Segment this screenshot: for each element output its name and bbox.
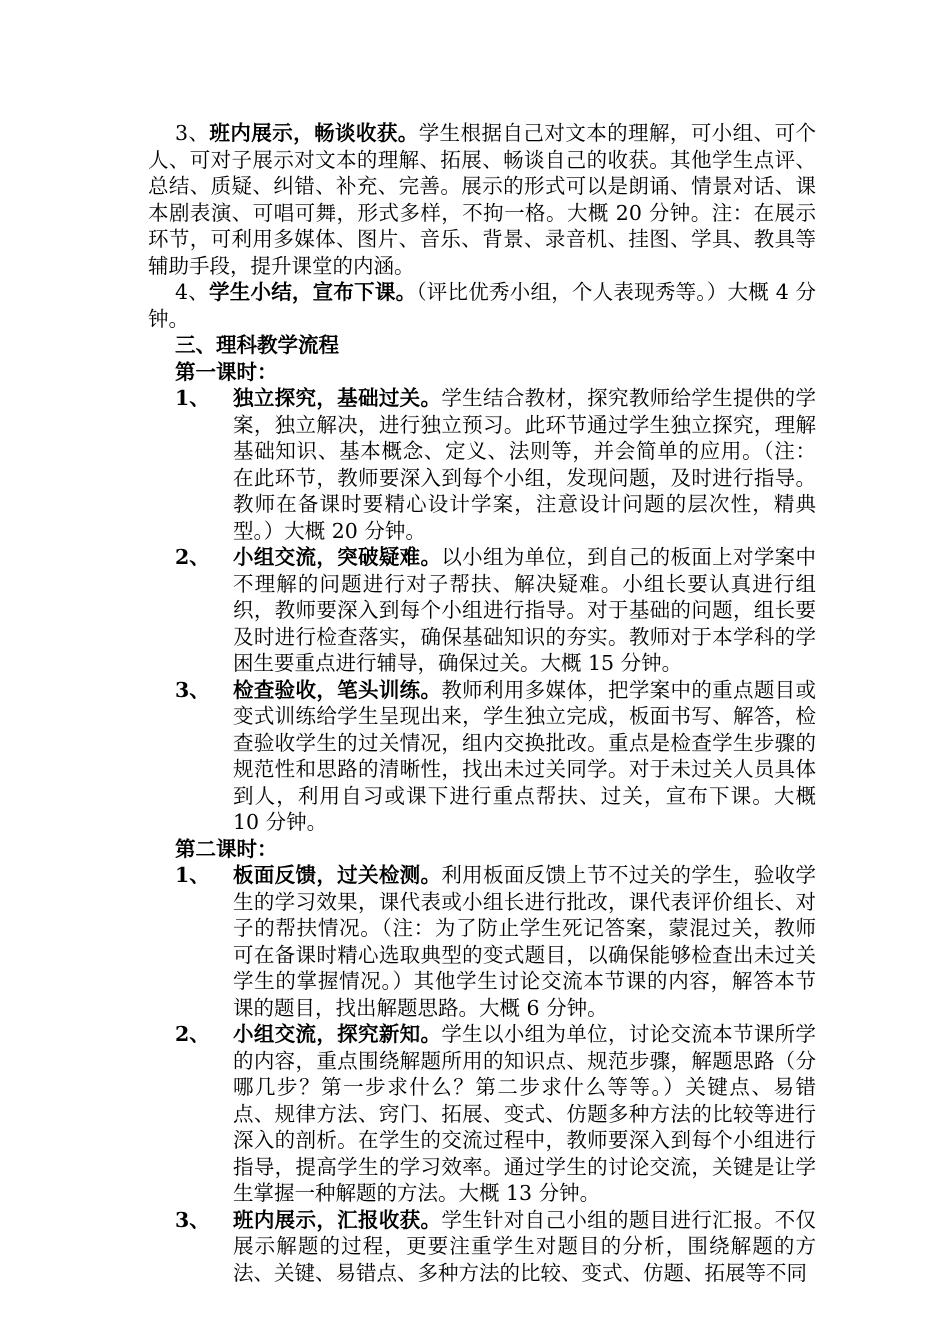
item-title: 班内展示，汇报收获。 <box>233 1207 442 1232</box>
list-marker: 3、 <box>175 1207 210 1232</box>
item-text: 学生以小组为单位，讨论交流本节课所学的内容，重点围绕解题所用的知识点、规范步骤，解题思路（分哪几步？第一步求什么？第二步求什么等等。）关键点、易错点、规律方法、窍门、拓展、变式、仿题多种方法的比较等进行深入的剖析。在学生的交流过程中，教师要深入到每个小组进行指导，提高学生的学习效率。通过学生的讨论交流，关键是让学生掌握一种解题的方法。大概 13 分钟。 <box>233 1022 817 1205</box>
item-title: 小组交流，探究新知。 <box>233 1022 442 1046</box>
lesson1-list <box>148 385 816 836</box>
item-text: 以小组为单位，到自己的板面上对学案中不理解的问题进行对子帮扶、解决疑难。小组长要认真进行组织，教师要深入到每个小组进行指导。对于基础的问题，组长要及时进行检查落实，确保基础知识的夯实。教师对于本学科的学困生要重点进行辅导，确保过关。大概 15 分钟。 <box>233 545 817 675</box>
intro-title-3: 班内展示，畅谈收获。 <box>209 121 419 145</box>
item-text: 学生结合教材，探究教师给学生提供的学案，独立解决，进行独立预习。此环节通过学生独立探究，理解基础知识、基本概念、定义、法则等，并会简单的应用。（注：在此环节，教师要深入到每个小组，发现问题，及时进行指导。教师在备课时要精心设计学案，注意设计问题的层次性，精典型。）大概 20 分钟。 <box>233 386 817 543</box>
intro-title-4: 学生小结，宣布下课。 <box>209 280 417 304</box>
item-text: 利用板面反馈上节不过关的学生，验收学生的学习效果，课代表或小组长进行批改，课代表评价组长、对子的帮扶情况。（注：为了防止学生死记答案，蒙混过关，教师可在备课时精心选取典型的变式题目，以确保能够检查出未过关学生的掌握情况。）其他学生讨论交流本节课的内容，解答本节课的题目，找出解题思路。大概 6 分钟。 <box>233 863 817 1020</box>
list-marker: 2、 <box>175 545 210 569</box>
intro-paragraph-4 <box>148 279 816 332</box>
intro-text-4: （评比优秀小组，个人表现秀等。）大概 4 分钟。 <box>148 280 817 331</box>
lesson2-heading: 第二课时： <box>175 836 278 861</box>
intro-paragraph-3 <box>148 120 816 279</box>
item-title: 小组交流，突破疑难。 <box>233 545 442 569</box>
lesson1-item-3 <box>175 677 816 836</box>
item-text: 教师利用多媒体，把学案中的重点题目或变式训练给学生呈现出来，学生独立完成，板面书写、解答，检查验收学生的过关情况，组内交换批改。重点是检查学生步骤的规范性和思路的清晰性，找出未过关同学。对于未过关人员具体到人，利用自习或课下进行重点帮扶、过关，宣布下课。大概 10 分钟。 <box>233 677 817 834</box>
intro-number-4: 4、 <box>175 280 210 304</box>
lesson2-item-3 <box>175 1207 816 1287</box>
item-title: 独立探究，基础过关。 <box>233 386 442 410</box>
document-page <box>148 120 816 1286</box>
intro-text-3: 学生根据自己对文本的理解，可小组、可个人、可对子展示对文本的理解、拓展、畅谈自己的收获。其他学生点评、总结、质疑、纠错、补充、完善。展示的形式可以是朗诵、情景对话、课本剧表演、可唱可舞，形式多样，不拘一格。大概 20 分钟。注：在展示环节，可利用多媒体、图片、音乐、背景、录音机、挂图、学具、教具等辅助手段，提升课堂的内涵。 <box>148 121 817 278</box>
list-marker: 1、 <box>175 863 210 887</box>
section-heading: 三、理科教学流程 <box>175 333 339 357</box>
lesson2-item-1 <box>175 862 816 1021</box>
lesson1-item-1 <box>175 385 816 544</box>
item-title: 板面反馈，过关检测。 <box>233 863 442 887</box>
list-marker: 3、 <box>175 677 210 702</box>
item-text: 学生针对自己小组的题目进行汇报。不仅展示解题的过程，更要注重学生对题目的分析，围绕解题的方法、关键、易错点、多种方法的比较、变式、仿题、拓展等不同 <box>233 1207 817 1285</box>
lesson2-item-2 <box>175 1021 816 1207</box>
list-marker: 1、 <box>175 386 210 410</box>
item-title: 检查验收，笔头训练。 <box>233 677 442 702</box>
list-marker: 2、 <box>175 1022 210 1046</box>
intro-number-3: 3、 <box>175 121 210 145</box>
lesson1-heading: 第一课时： <box>175 359 278 384</box>
lesson2-list <box>148 862 816 1286</box>
lesson1-item-2 <box>175 544 816 677</box>
